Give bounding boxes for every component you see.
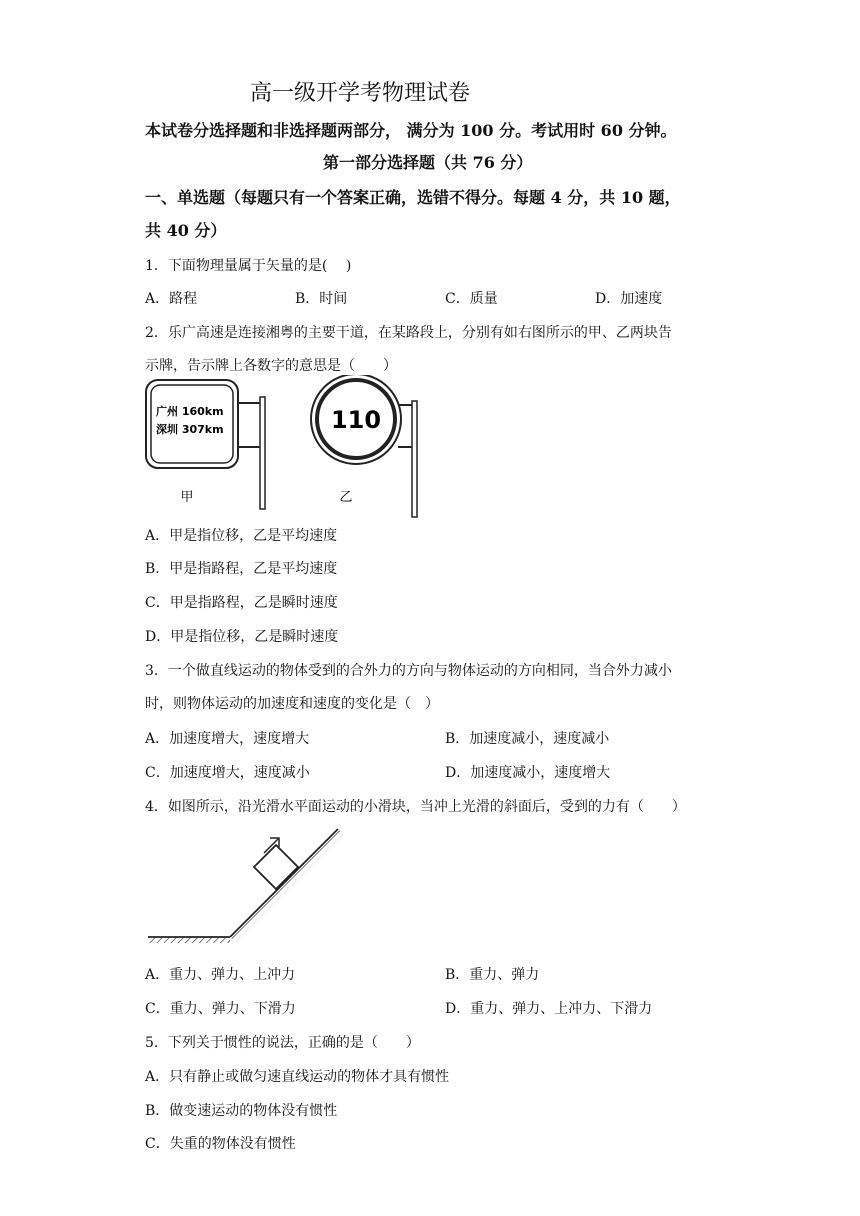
- distance-sign: [146, 380, 265, 509]
- q2-option-d: D．甲是指位移，乙是瞬时速度: [145, 629, 339, 645]
- question-2-text-line2: 示牌，告示牌上各数字的意思是（ ）: [145, 358, 397, 374]
- q4-option-d: D．重力、弹力、上冲力、下滑力: [445, 1001, 653, 1017]
- caption-yi: 乙: [339, 490, 353, 505]
- q1-option-c: C．质量: [445, 291, 498, 307]
- section-heading-line2: 共 40 分）: [145, 221, 227, 240]
- incline-line: [230, 829, 338, 937]
- exam-intro: 本试卷分选择题和非选择题两部分， 满分为 100 分。考试用时 60 分钟。: [145, 121, 677, 140]
- part-heading: 第一部分选择题（共 76 分）: [323, 153, 533, 172]
- question-3-text-line1: 3．一个做直线运动的物体受到的合外力的方向与物体运动的方向相同，当合外力减小: [145, 663, 672, 679]
- q1-option-b: B．时间: [295, 291, 348, 307]
- road-signs-figure: [140, 375, 430, 520]
- q5-option-c: C．失重的物体没有惯性: [145, 1136, 296, 1152]
- incline-figure: [140, 825, 350, 950]
- q4-option-b: B．重力、弹力: [445, 967, 540, 983]
- distance-sign-line1: 广州 160km: [156, 405, 224, 418]
- question-3-text-line2: 时，则物体运动的加速度和速度的变化是（ ）: [145, 696, 439, 712]
- question-5-text: 5．下列关于惯性的说法，正确的是（ ）: [145, 1035, 420, 1051]
- question-4-text: 4．如图所示，沿光滑水平面运动的小滑块，当冲上光滑的斜面后，受到的力有（ ）: [145, 799, 686, 815]
- speed-limit-value: 110: [330, 406, 382, 434]
- speed-limit-sign: [311, 375, 417, 517]
- q3-option-c: C．加速度增大，速度减小: [145, 765, 310, 781]
- q3-option-b: B．加速度减小，速度减小: [445, 731, 610, 747]
- q2-option-b: B．甲是指路程，乙是平均速度: [145, 561, 338, 577]
- question-2-text-line1: 2．乐广高速是连接湘粤的主要干道，在某路段上，分别有如右图所示的甲、乙两块告: [145, 325, 672, 341]
- q2-option-a: A．甲是指位移，乙是平均速度: [145, 528, 338, 544]
- q2-option-c: C．甲是指路程，乙是瞬时速度: [145, 595, 338, 611]
- question-1-text: 1．下面物理量属于矢量的是( ): [145, 258, 352, 274]
- section-heading-line1: 一、单选题（每题只有一个答案正确，选错不得分。每题 4 分，共 10 题，: [145, 188, 681, 207]
- q5-option-a: A．只有静止或做匀速直线运动的物体才具有惯性: [145, 1069, 450, 1085]
- q3-option-a: A．加速度增大，速度增大: [145, 731, 310, 747]
- distance-sign-line2: 深圳 307km: [156, 423, 224, 436]
- incline-hatch: [230, 829, 343, 942]
- q1-option-a: A．路程: [145, 291, 198, 307]
- page-title: 高一级开学考物理试卷: [250, 81, 471, 106]
- q4-option-a: A．重力、弹力、上冲力: [145, 967, 296, 983]
- q3-option-d: D．加速度减小，速度增大: [445, 765, 611, 781]
- caption-jia: 甲: [180, 490, 194, 505]
- ground-hatch: [148, 937, 230, 943]
- q1-option-d: D．加速度: [595, 291, 663, 307]
- q5-option-b: B．做变速运动的物体没有惯性: [145, 1103, 338, 1119]
- q4-option-c: C．重力、弹力、下滑力: [145, 1001, 296, 1017]
